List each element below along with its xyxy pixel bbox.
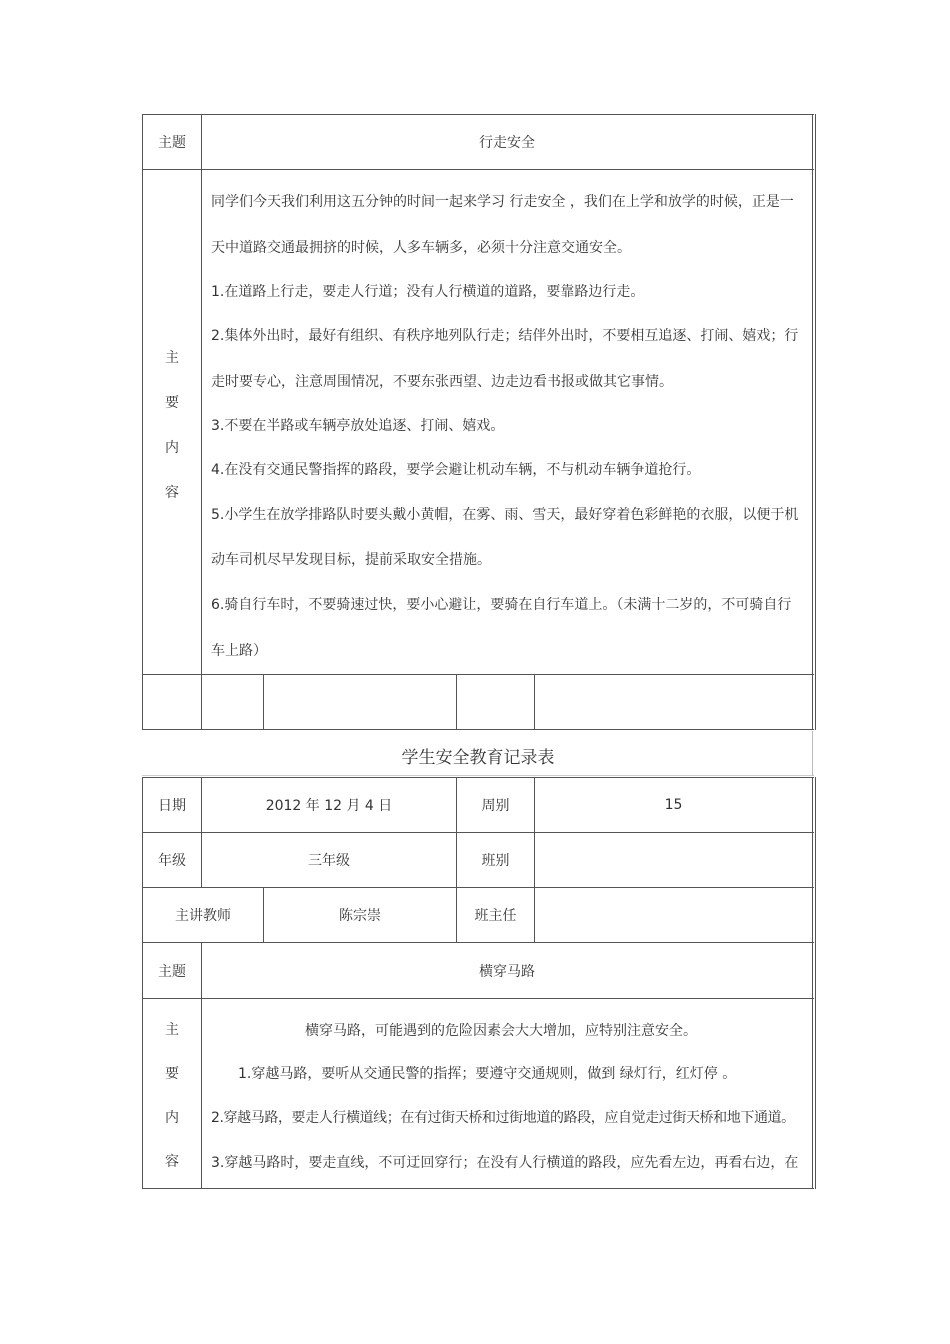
title-right-edge <box>812 731 813 776</box>
table1-empty-row-divider <box>534 674 535 730</box>
week-value: 15 <box>664 797 683 813</box>
record1-content-line: 6.骑自行车时，不要骑速过快，要小心避让，要骑在自行车道上。（未满十二岁的，不可骑自行 <box>211 597 792 613</box>
record1-content-line: 天中道路交通最拥挤的时候，人多车辆多，必须十分注意交通安全。 <box>211 240 631 256</box>
record1-content-line: 5.小学生在放学排路队时要头戴小黄帽，在雾、雨、雪天，最好穿着色彩鲜艳的衣服，以便于机 <box>211 507 799 523</box>
table2-row-divider <box>142 998 814 999</box>
content-label-char: 主 <box>165 1022 179 1038</box>
content-label-char: 内 <box>165 1110 179 1126</box>
record1-content-line: 2.集体外出时，最好有组织、有秩序地列队行走；结伴外出时，不要相互追逐、打闹、嬉戏；行 <box>211 328 799 344</box>
record1-content-label <box>143 347 201 527</box>
record1-content-line: 4.在没有交通民警指挥的路段，要学会避让机动车辆，不与机动车辆争道抢行。 <box>211 462 701 478</box>
record1-content-line: 同学们今天我们利用这五分钟的时间一起来学习 行走安全 ，我们在上学和放学的时候，正是一 <box>211 194 794 210</box>
form-title: 学生安全教育记录表 <box>401 748 555 768</box>
table1-bottom-border <box>142 729 814 730</box>
record2-content-line: 1.穿越马路，要听从交通民警的指挥；要遵守交通规则，做到 绿灯行，红灯停 。 <box>238 1066 737 1082</box>
head-teacher-label: 班主任 <box>474 908 517 924</box>
content-label-char: 容 <box>165 1154 179 1170</box>
table2-bottom-border <box>142 1188 814 1189</box>
table2-right-border-shadow <box>815 777 816 1189</box>
record2-content-label <box>143 1019 201 1195</box>
table2-right-border <box>812 777 813 1189</box>
table1-label-divider <box>201 114 202 730</box>
record1-content-line: 3.不要在半路或车辆亭放处追逐、打闹、嬉戏。 <box>211 418 505 434</box>
date-label: 日期 <box>158 798 186 814</box>
record1-topic-value: 行走安全 <box>479 135 535 151</box>
table1-right-border-shadow <box>815 114 816 730</box>
table1-empty-row-divider <box>456 674 457 730</box>
class-label: 班别 <box>481 853 510 869</box>
head-teacher-value <box>535 888 812 942</box>
content-label-char: 容 <box>165 485 179 501</box>
table1-right-border <box>812 114 813 730</box>
teacher-label: 主讲教师 <box>175 908 231 924</box>
record1-content-line: 走时要专心，注意周围情况，不要东张西望、边走边看书报或做其它事情。 <box>211 374 673 390</box>
content-label-char: 要 <box>165 1066 179 1082</box>
teacher-value: 陈宗崇 <box>339 908 381 924</box>
class-value <box>535 833 812 887</box>
grade-value: 三年级 <box>308 853 350 869</box>
week-label: 周别 <box>481 798 510 814</box>
record2-content-line: 横穿马路，可能遇到的危险因素会大大增加，应特别注意安全。 <box>305 1023 697 1039</box>
title-underline <box>142 775 814 776</box>
record2-content-line: 2.穿越马路，要走人行横道线；在有过街天桥和过街地道的路段，应自觉走过街天桥和地下通道。 <box>211 1110 795 1126</box>
record1-topic-label: 主题 <box>158 135 186 151</box>
date-value: 2012 年 12 月 4 日 <box>265 798 393 814</box>
grade-label: 年级 <box>158 853 186 869</box>
content-label-char: 内 <box>165 440 179 456</box>
record2-content-line: 3.穿越马路时，要走直线，不可迂回穿行；在没有人行横道的路段，应先看左边，再看右边，在 <box>211 1155 799 1171</box>
record1-content-line: 动车司机尽早发现目标，提前采取安全措施。 <box>211 552 491 568</box>
table1-row-divider <box>142 169 814 170</box>
content-label-char: 主 <box>165 350 179 366</box>
record1-content-line: 1.在道路上行走，要走人行道；没有人行横道的道路，要靠路边行走。 <box>211 284 645 300</box>
content-label-char: 要 <box>165 395 179 411</box>
record1-content-line: 车上路） <box>211 643 267 659</box>
record2-topic-label: 主题 <box>158 963 186 980</box>
record2-topic-value: 横穿马路 <box>479 963 535 980</box>
table1-row-divider <box>142 674 814 675</box>
table1-empty-row-divider <box>263 674 264 730</box>
